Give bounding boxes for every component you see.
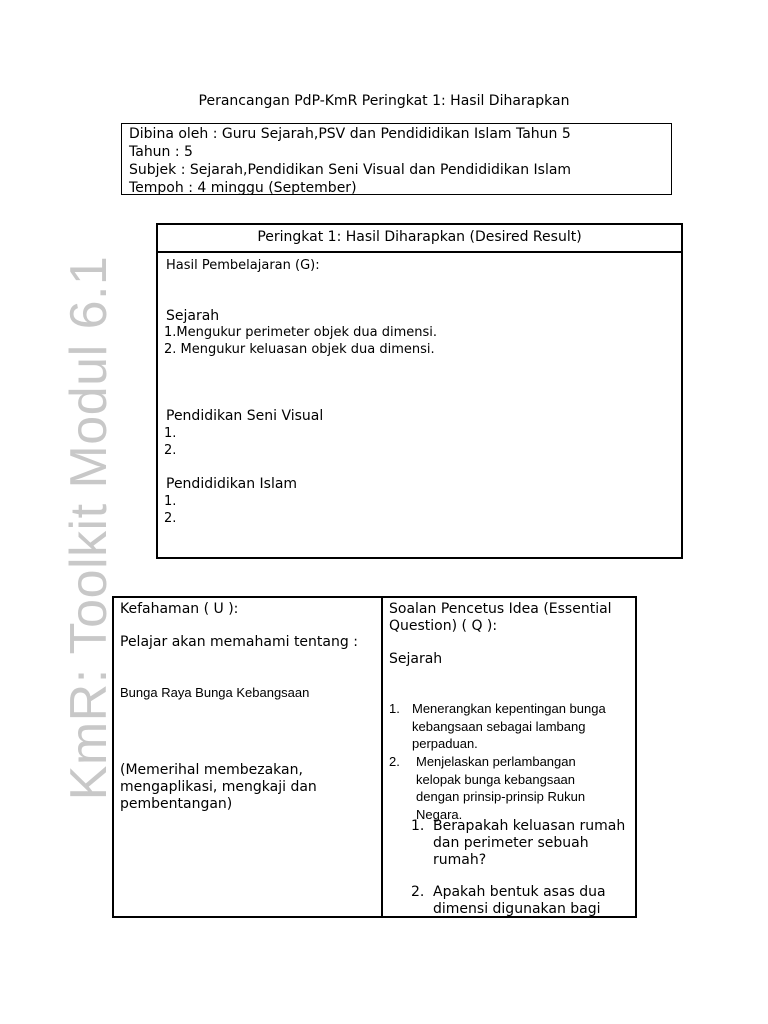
question-2-line-4: Negara. bbox=[416, 806, 463, 822]
info-subject: Subjek : Sejarah,Pendidikan Seni Visual dan Pendididikan Islam bbox=[129, 162, 572, 178]
islam-heading: Pendididikan Islam bbox=[166, 476, 298, 492]
question-item-3 bbox=[411, 818, 635, 869]
question-4-line-2: dimensi digunakan bagi bbox=[433, 901, 601, 917]
learning-outcomes-label: Hasil Pembelajaran (G): bbox=[166, 258, 320, 273]
question-item-2 bbox=[389, 753, 635, 823]
essential-subject: Sejarah bbox=[389, 651, 443, 667]
understanding-question-table bbox=[112, 596, 637, 918]
psv-item-2: 2. bbox=[164, 443, 177, 458]
column-divider bbox=[381, 598, 383, 916]
info-box bbox=[121, 123, 672, 195]
question-3-line-2: dan perimeter sebuah bbox=[433, 835, 589, 851]
islam-item-2: 2. bbox=[164, 511, 177, 526]
question-item-4 bbox=[411, 884, 635, 918]
sejarah-heading: Sejarah bbox=[166, 308, 220, 324]
islam-item-1: 1. bbox=[164, 494, 177, 509]
info-year: Tahun : 5 bbox=[129, 144, 193, 160]
info-duration: Tempoh : 4 minggu (September) bbox=[129, 180, 357, 196]
question-1-number: 1. bbox=[389, 701, 400, 716]
psv-heading: Pendidikan Seni Visual bbox=[166, 408, 324, 424]
question-4-number: 2. bbox=[411, 884, 425, 900]
question-2-line-2: kelopak bunga kebangsaan bbox=[416, 771, 576, 787]
question-3-line-3: rumah? bbox=[433, 852, 487, 868]
question-2-line-1: Menjelaskan perlambangan bbox=[416, 754, 576, 769]
understanding-topic: Bunga Raya Bunga Kebangsaan bbox=[120, 685, 310, 700]
question-3-line-1: Berapakah keluasan rumah bbox=[433, 818, 626, 834]
desired-result-heading: Peringkat 1: Hasil Diharapkan (Desired Result) bbox=[158, 225, 681, 253]
understanding-skills-1: (Memerihal membezakan, bbox=[120, 762, 303, 778]
question-1-line-1: Menerangkan kepentingan bunga bbox=[412, 701, 606, 716]
document-title: Perancangan PdP-KmR Peringkat 1: Hasil Diharapkan bbox=[198, 93, 570, 109]
sejarah-item-2: 2. Mengukur keluasan objek dua dimensi. bbox=[164, 342, 435, 357]
question-2-number: 2. bbox=[389, 754, 400, 769]
understanding-skills-3: pembentangan) bbox=[120, 796, 233, 812]
question-3-number: 1. bbox=[411, 818, 425, 834]
question-4-line-1: Apakah bentuk asas dua bbox=[433, 884, 606, 900]
watermark-text: KmR: Toolkit Modul 6.1 bbox=[60, 255, 118, 801]
essential-label-1: Soalan Pencetus Idea (Essential bbox=[389, 601, 612, 617]
question-1-line-2: kebangsaan sebagai lambang bbox=[412, 718, 586, 734]
sejarah-item-1: 1.Mengukur perimeter objek dua dimensi. bbox=[164, 325, 437, 340]
question-2-line-3: dengan prinsip-prinsip Rukun bbox=[416, 789, 586, 804]
understanding-skills-2: mengaplikasi, mengkaji dan bbox=[120, 779, 317, 795]
psv-item-1: 1. bbox=[164, 426, 177, 441]
understanding-label: Kefahaman ( U ): bbox=[120, 601, 239, 617]
info-prepared-by: Dibina oleh : Guru Sejarah,PSV dan Pendididikan Islam Tahun 5 bbox=[129, 126, 571, 142]
question-item-1 bbox=[389, 700, 635, 753]
question-1-line-3: perpaduan. bbox=[412, 736, 478, 751]
essential-label-2: Question) ( Q ): bbox=[389, 618, 498, 634]
understanding-intro: Pelajar akan memahami tentang : bbox=[120, 634, 358, 650]
desired-result-table bbox=[156, 223, 683, 559]
